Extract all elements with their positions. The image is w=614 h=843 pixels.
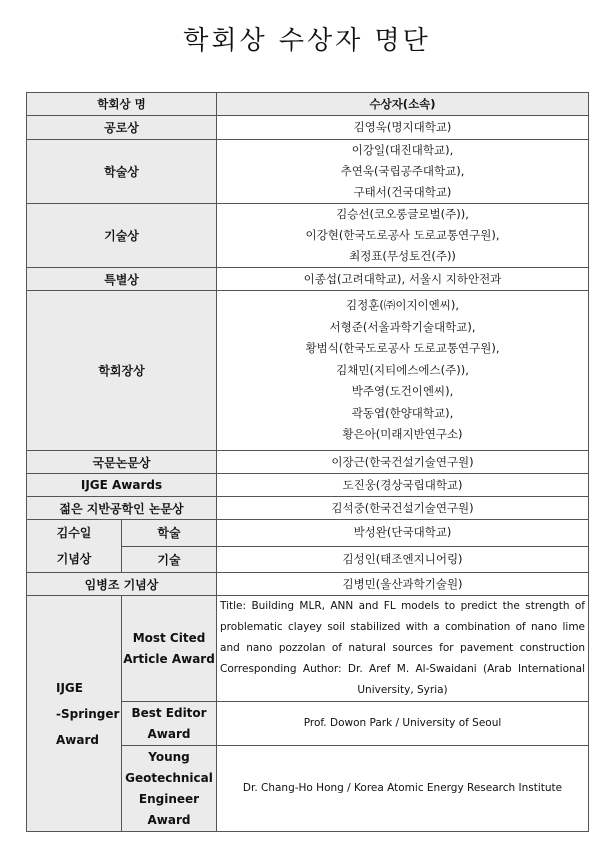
award-name: 학회장상 — [27, 291, 217, 451]
table-row — [27, 573, 589, 596]
recipient: 이강일(대진대학교), — [351, 143, 454, 157]
award-name-line: 기념상 — [56, 552, 92, 566]
recipient: 곽동엽(한양대학교), — [351, 405, 454, 420]
award-name: 특별상 — [27, 268, 217, 291]
recipient-cell — [217, 204, 589, 268]
table-row — [27, 204, 589, 268]
sub-award-name — [122, 702, 217, 746]
recipient-cell — [217, 268, 589, 291]
recipient: 김승선(코오롱글로벌(주)), — [336, 207, 469, 221]
recipient: 김채민(지티에스에스(주)), — [336, 362, 469, 377]
sub-award-name-line: Article Award — [123, 651, 215, 666]
recipient: 서형준(서울과학기술대학교), — [329, 319, 476, 334]
award-name: 학술상 — [27, 140, 217, 204]
sub-award-name-line: Engineer — [138, 791, 200, 806]
sub-award-name-line: Award — [147, 812, 191, 827]
recipient: 이강현(한국도로공사 도로교통연구원), — [305, 228, 500, 242]
recipient: 도진웅(경상국립대학교) — [342, 477, 463, 492]
table-row — [27, 474, 589, 497]
table-row — [27, 520, 589, 547]
sub-award-name-line: Award — [147, 726, 191, 741]
award-name: 기술상 — [27, 204, 217, 268]
sub-award-name-line: Young — [148, 749, 190, 764]
sub-award-name-line: Most Cited — [132, 630, 206, 645]
recipient-cell: 김성인(태조엔지니어링) — [217, 546, 589, 573]
recipient: 박주영(도건이엔씨), — [351, 384, 454, 399]
recipient: 추연욱(국립공주대학교), — [340, 164, 465, 178]
recipient-cell: Dr. Chang-Ho Hong / Korea Atomic Energy Research Institute — [217, 746, 589, 832]
page-title: 학회상 수상자 명단 — [183, 26, 431, 56]
table-row — [27, 140, 589, 204]
award-name — [27, 596, 122, 832]
award-name: 국문논문상 — [27, 451, 217, 474]
recipient-cell — [217, 474, 589, 497]
sub-award-name-line: Geotechnical — [125, 770, 213, 785]
award-name — [27, 520, 122, 573]
recipient: 최정표(무성토건(주)) — [349, 249, 456, 263]
award-name-line: 김수일 — [56, 526, 92, 540]
award-table — [26, 92, 589, 832]
recipient: 황은아(미래지반연구소) — [342, 427, 463, 442]
table-row — [27, 291, 589, 451]
recipient-cell — [217, 140, 589, 204]
table-row — [27, 451, 589, 474]
table-row — [27, 596, 589, 702]
award-name: 젊은 지반공학인 논문상 — [27, 497, 217, 520]
award-name: 공로상 — [27, 116, 217, 140]
recipient: 구태서(건국대학교) — [353, 185, 452, 199]
recipient-cell — [217, 451, 589, 474]
recipient: 이종섭(고려대학교), 서울시 지하안전과 — [303, 271, 502, 286]
recipient-cell — [217, 497, 589, 520]
recipient-cell: Prof. Dowon Park / University of Seoul — [217, 702, 589, 746]
sub-award-name-line: Best Editor — [131, 705, 207, 720]
paper-info: Title: Building MLR, ANN and FL models to predict the strength of problematic clayey soil stabilized with a combination of nano lime and nano pozzolan of natural sources for pavement construction Corresponding Author: Dr. Aref M. Al-Swaidani (Arab International University, Syria) — [217, 596, 589, 702]
header-award: 학회상 명 — [27, 93, 217, 116]
recipient: 황범식(한국도로공사 도로교통연구원), — [305, 341, 500, 356]
award-name-line: Award — [56, 732, 99, 747]
table-row — [27, 268, 589, 291]
sub-award-name — [122, 596, 217, 702]
award-name: 임병조 기념상 — [27, 573, 217, 596]
award-name-line: -Springer — [56, 706, 120, 721]
recipient: 김영욱(명지대학교) — [353, 120, 452, 134]
sub-award-name: 기술 — [122, 546, 217, 573]
table-header-row — [27, 93, 589, 116]
recipient: 김정훈(㈜이지이엔씨), — [346, 297, 460, 312]
header-recipient: 수상자(소속) — [217, 93, 589, 116]
sub-award-name: 학술 — [122, 520, 217, 547]
recipient: 김병민(울산과학기술원) — [342, 576, 463, 591]
recipient-cell: 박성완(단국대학교) — [217, 520, 589, 547]
table-row — [27, 497, 589, 520]
recipient: 이장근(한국건설기술연구원) — [331, 454, 474, 469]
recipient-cell — [217, 291, 589, 451]
sub-award-name — [122, 746, 217, 832]
award-name-line: IJGE — [56, 680, 83, 695]
recipient: 김석중(한국건설기술연구원) — [331, 500, 474, 515]
recipient-cell — [217, 573, 589, 596]
recipient-cell — [217, 116, 589, 140]
table-row — [27, 116, 589, 140]
award-name: IJGE Awards — [27, 474, 217, 497]
